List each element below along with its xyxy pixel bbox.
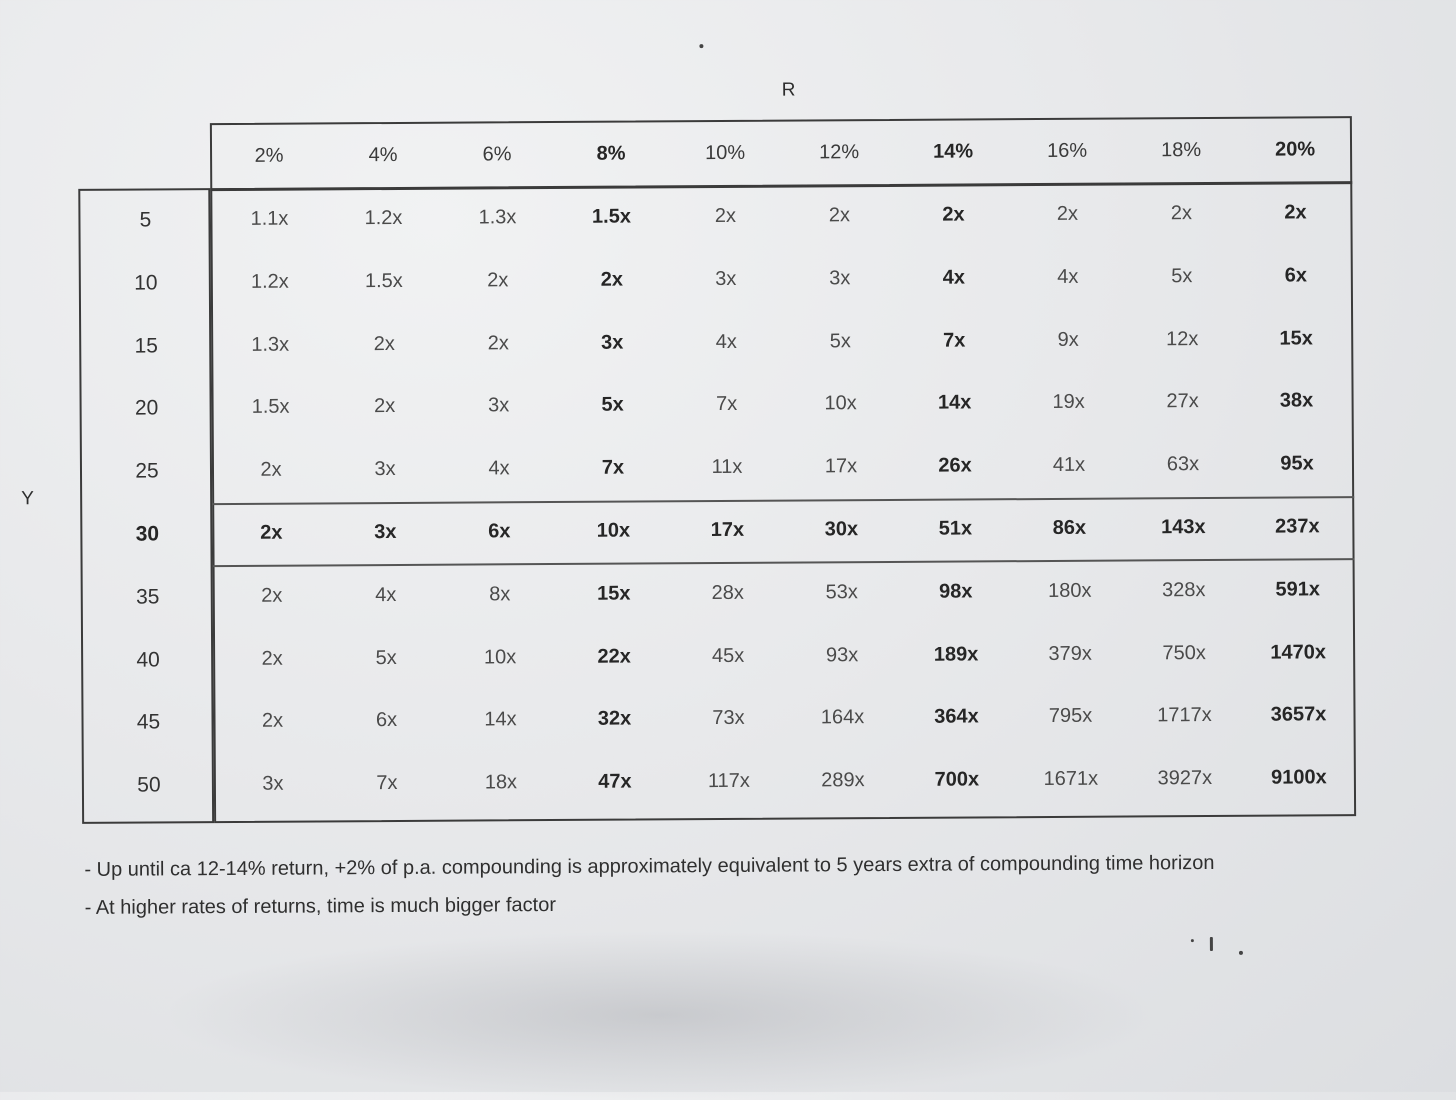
table-cell: 1.1x: [250, 207, 289, 230]
table-cell: 47x: [598, 770, 632, 793]
table-cell: 1671x: [1043, 767, 1099, 791]
row-header: 5: [139, 208, 152, 232]
table-cell: 4x: [488, 457, 510, 480]
table-cell: 2x: [714, 204, 737, 228]
ink-speck: [699, 44, 703, 48]
table-cell: 15x: [1279, 326, 1313, 350]
table-cell: 2x: [261, 647, 283, 670]
table-cell: 93x: [825, 643, 859, 666]
row-header: 30: [135, 522, 160, 546]
table-cell: 2x: [261, 584, 283, 607]
table-cell: 795x: [1048, 705, 1093, 728]
ink-speck: [1191, 939, 1194, 942]
row-header: 20: [134, 396, 159, 420]
table-cell: 10x: [483, 645, 517, 669]
table-cell: 379x: [1048, 642, 1092, 665]
table-cell: 3x: [374, 458, 396, 481]
table-cell: 117x: [707, 770, 750, 793]
column-header: 4%: [368, 143, 398, 167]
table-cell: 14x: [937, 391, 972, 415]
column-header: 2%: [254, 144, 284, 167]
row-header: 40: [136, 648, 160, 672]
table-cell: 4x: [1057, 265, 1079, 288]
table-cell: 14x: [484, 708, 517, 731]
row-header: 50: [137, 773, 161, 797]
table-cell: 86x: [1052, 516, 1087, 539]
table-cell: 2x: [373, 395, 396, 418]
table-cell: 4x: [715, 330, 737, 353]
footnote-2: - At higher rates of returns, time is much bigger factor: [84, 894, 557, 919]
table-cell: 2x: [828, 204, 851, 227]
footnote-1: - Up until ca 12-14% return, +2% of p.a. compounding is approximately equivalent to 5 years extra of compounding time horizon: [84, 851, 1215, 881]
table-cell: 2x: [260, 521, 283, 544]
table-cell: 3x: [374, 520, 397, 544]
table-cell: 15x: [596, 582, 631, 605]
table-cell: 53x: [825, 580, 858, 604]
table-cell: 3x: [715, 267, 737, 290]
column-header: 10%: [704, 141, 746, 165]
table-cell: 164x: [820, 706, 865, 729]
table-cell: 2x: [1170, 202, 1193, 225]
table-cell: 2x: [487, 269, 509, 292]
column-header: 8%: [596, 142, 626, 165]
table-cell: 3x: [601, 331, 624, 354]
table-cell: 700x: [934, 768, 980, 791]
table-cell: 237x: [1275, 515, 1320, 538]
table-cell: 63x: [1166, 453, 1200, 476]
table-cell: 5x: [601, 393, 624, 417]
table-cell: 7x: [943, 329, 966, 352]
table-cell: 4x: [375, 583, 397, 606]
ink-speck: [1210, 937, 1213, 951]
table-cell: 3x: [829, 266, 851, 290]
table-cell: 143x: [1161, 516, 1206, 539]
table-cell: 7x: [376, 772, 398, 795]
table-cell: 32x: [597, 707, 632, 731]
table-cell: 95x: [1280, 452, 1314, 475]
table-cell: 6x: [488, 520, 511, 543]
table-cell: 2x: [373, 332, 395, 355]
table-cell: 1.2x: [250, 270, 289, 293]
table-cell: 11x: [711, 456, 743, 479]
table-cell: 2x: [260, 458, 282, 481]
table-cell: 328x: [1161, 578, 1206, 602]
table-cell: 73x: [712, 707, 745, 730]
table-cell: 1470x: [1270, 640, 1327, 664]
table-cell: 3x: [487, 394, 510, 417]
table-cell: 9100x: [1271, 766, 1327, 789]
column-header: 20%: [1274, 138, 1316, 161]
ink-speck: [1239, 951, 1243, 955]
table-cell: 7x: [715, 393, 738, 416]
row-header: 25: [135, 459, 159, 483]
table-cell: 3927x: [1157, 767, 1213, 790]
table-cell: 2x: [600, 268, 624, 291]
table-cell: 10x: [824, 392, 857, 415]
table-cell: 1717x: [1157, 704, 1212, 727]
column-header: 16%: [1046, 139, 1088, 162]
column-header: 18%: [1160, 139, 1202, 162]
table-cell: 2x: [261, 710, 284, 733]
table-cell: 51x: [938, 517, 973, 540]
table-cell: 364x: [934, 705, 979, 729]
table-cell: 3657x: [1270, 703, 1327, 727]
table-cell: 2x: [942, 203, 965, 226]
table-cell: 41x: [1052, 453, 1086, 477]
table-cell: 27x: [1166, 390, 1199, 413]
table-cell: 38x: [1279, 389, 1314, 412]
table-cell: 289x: [821, 769, 865, 792]
table-cell: 30x: [824, 518, 859, 541]
row-header: 15: [134, 334, 158, 358]
row-header: 45: [136, 710, 161, 734]
table-cell: 17x: [824, 455, 858, 478]
table-cell: 2x: [487, 331, 509, 355]
table-cell: 98x: [938, 580, 973, 603]
table-cell: 8x: [489, 583, 511, 606]
table-cell: 26x: [938, 454, 972, 477]
table-cell: 180x: [1047, 579, 1092, 602]
table-cell: 4x: [942, 266, 966, 289]
table-cell: 1.5x: [591, 205, 631, 228]
table-cell: 2x: [1284, 201, 1307, 224]
table-cell: 9x: [1057, 328, 1079, 351]
table-cell: 5x: [375, 646, 397, 669]
table-cell: 19x: [1052, 391, 1085, 414]
column-axis-label: R: [781, 79, 796, 101]
row-axis-label: Y: [21, 488, 34, 510]
table-cell: 1.2x: [364, 206, 403, 230]
table-cell: 1.5x: [364, 269, 403, 292]
table-cell: 1.3x: [251, 333, 290, 356]
table-cell: 6x: [375, 709, 398, 732]
table-cell: 45x: [711, 644, 745, 667]
column-header: 12%: [818, 141, 860, 164]
table-cell: 22x: [597, 645, 631, 668]
table-cell: 17x: [710, 518, 745, 542]
table-cell: 12x: [1166, 327, 1199, 350]
table-cell: 189x: [933, 643, 979, 666]
table-cell: 5x: [829, 329, 851, 352]
row-header: 35: [136, 585, 160, 609]
table-cell: 5x: [1171, 264, 1193, 288]
table-cell: 1.5x: [251, 396, 290, 419]
table-cell: 3x: [262, 772, 284, 795]
table-cell: 28x: [711, 581, 744, 604]
table-cell: 18x: [484, 771, 518, 794]
table-cell: 750x: [1162, 641, 1206, 664]
table-cell: 1.3x: [478, 206, 517, 229]
table-cell: 7x: [601, 456, 625, 479]
table-cell: 591x: [1275, 578, 1321, 601]
table-cell: 2x: [1056, 202, 1079, 225]
column-header: 6%: [482, 143, 512, 166]
column-header: 14%: [932, 140, 974, 163]
table-cell: 10x: [596, 519, 631, 542]
row-header: 10: [134, 271, 158, 295]
table-cell: 6x: [1284, 264, 1308, 287]
